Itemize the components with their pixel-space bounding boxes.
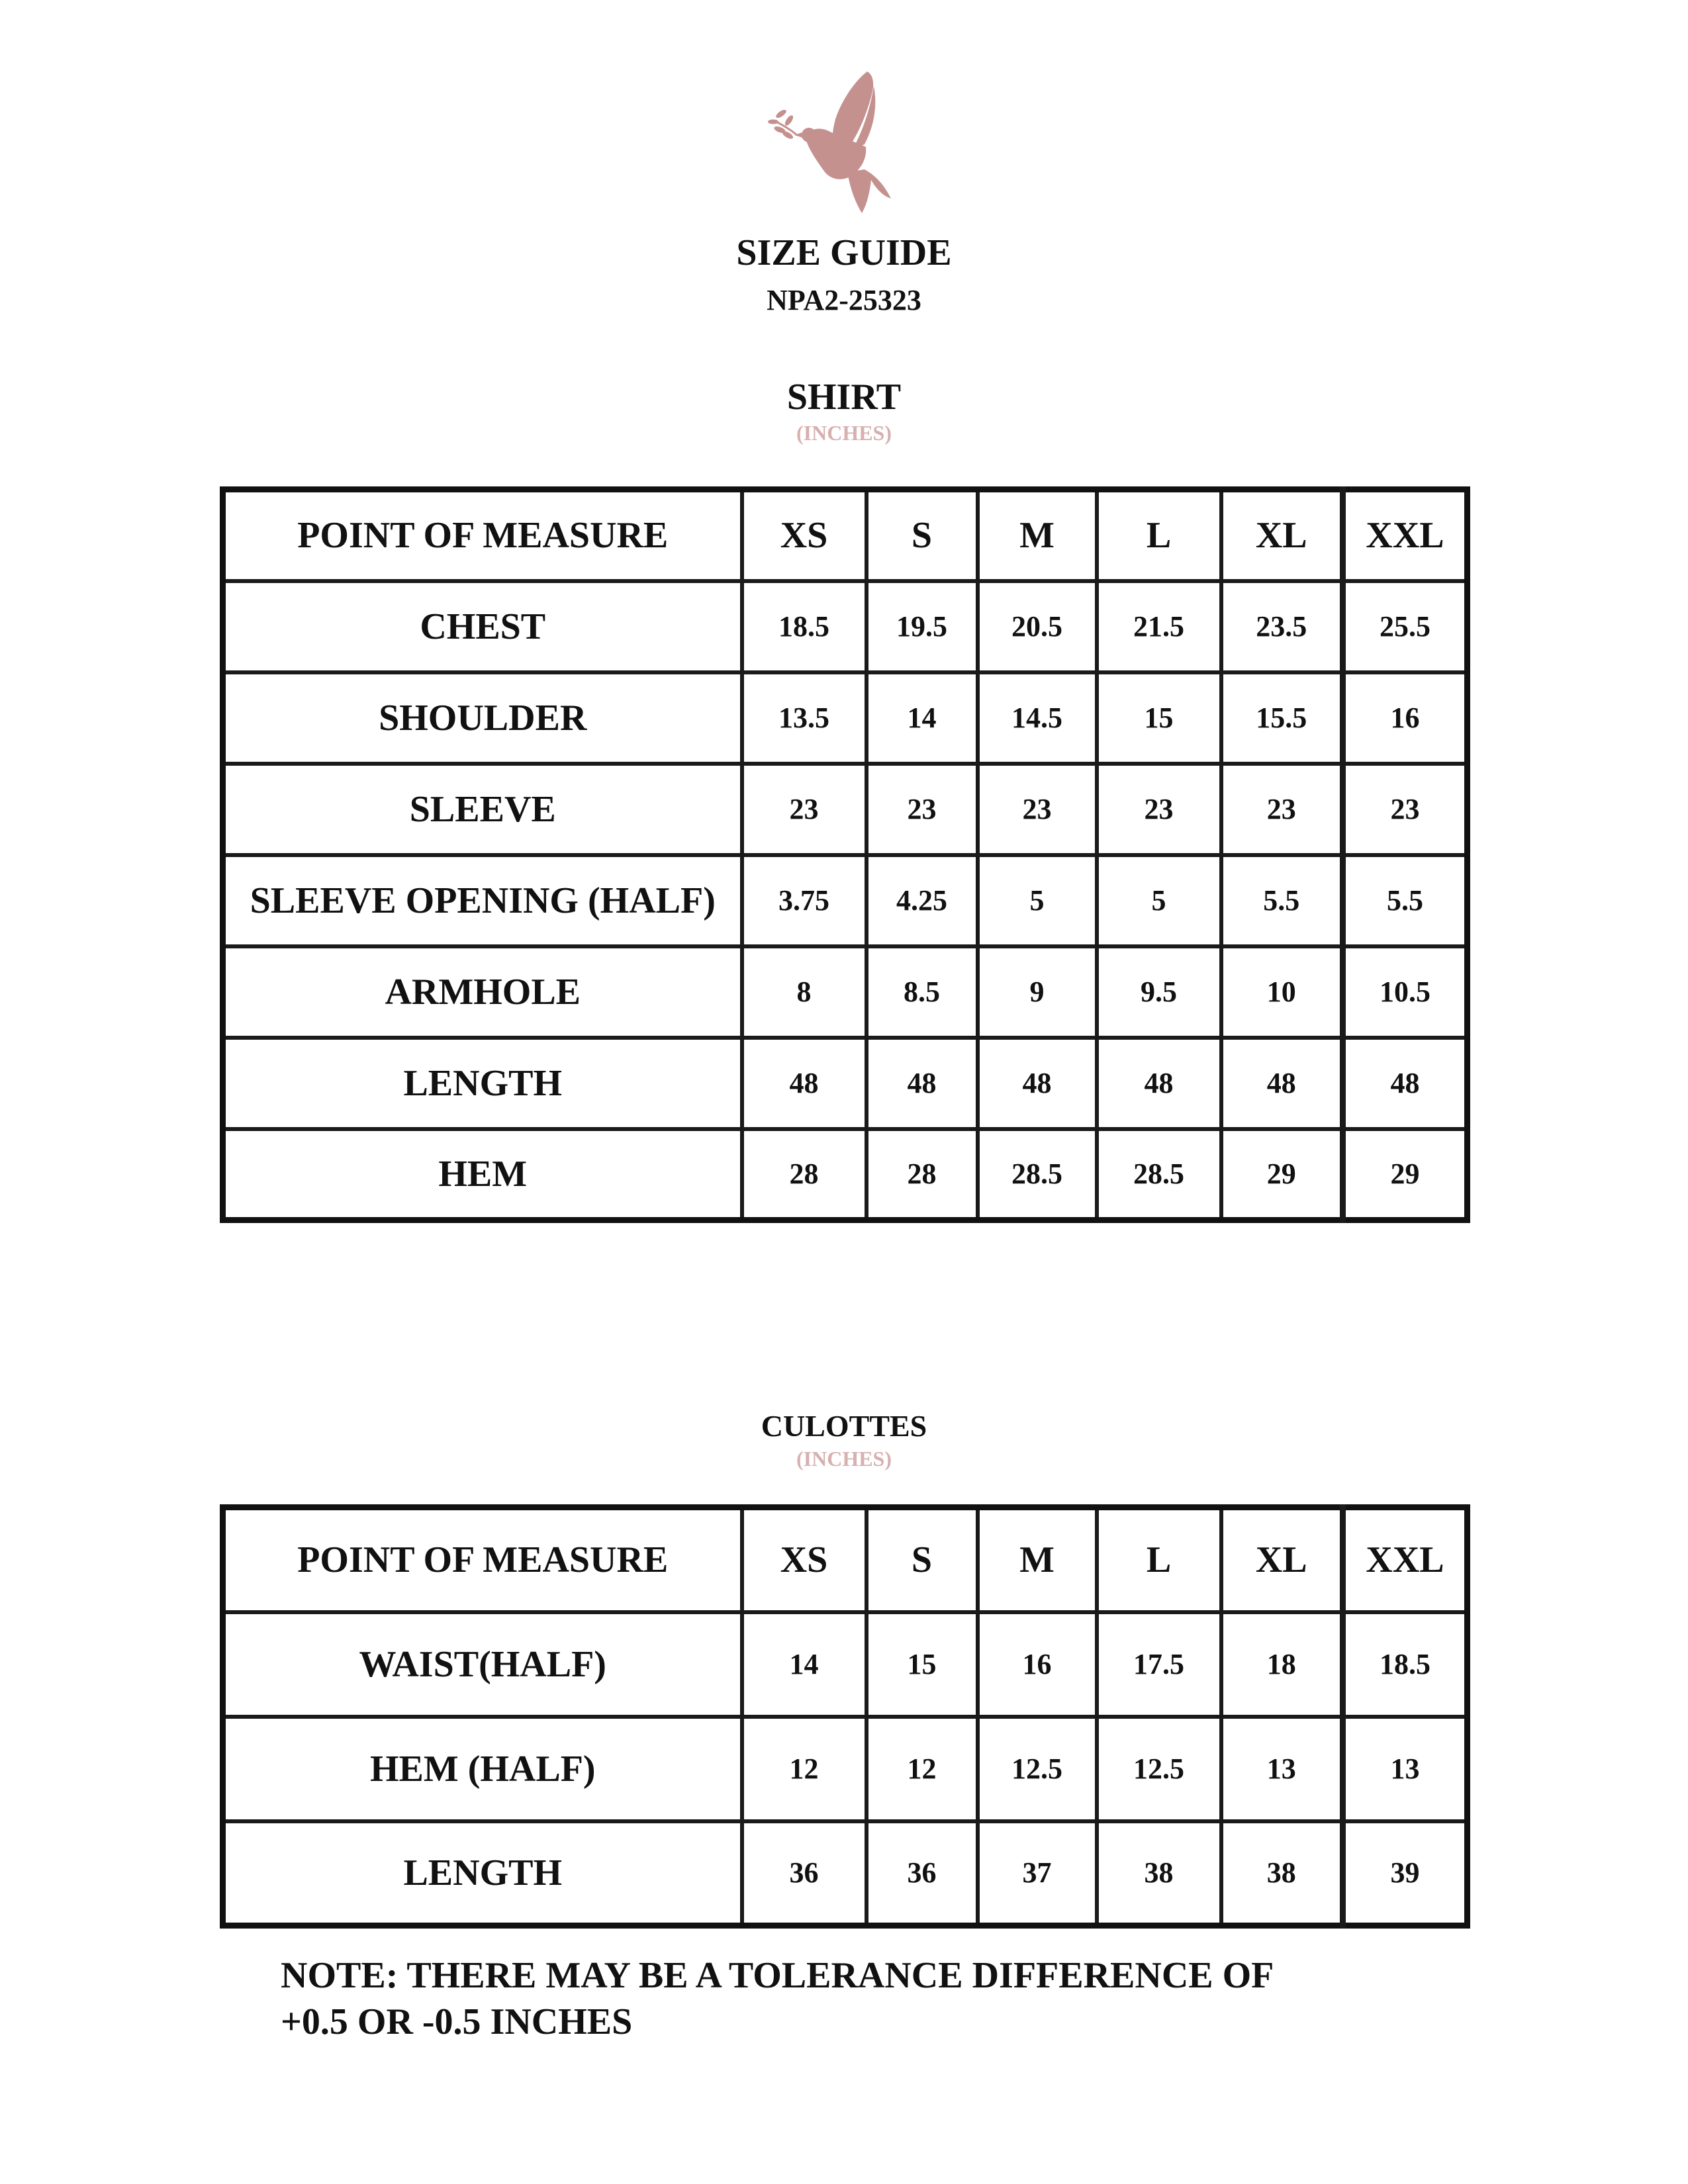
measure-value: 12.5 [1097,1717,1221,1821]
measure-value: 14 [867,672,978,764]
shirt-unit-label: (INCHES) [796,421,892,445]
measure-value: 48 [742,1038,867,1129]
measure-value: 29 [1221,1129,1343,1220]
table-row [223,1129,1468,1220]
table-header-row [223,490,1468,581]
measure-value: 28.5 [978,1129,1097,1220]
measure-value: 18.5 [742,581,867,672]
measure-value: 28.5 [1097,1129,1221,1220]
table-row [223,581,1468,672]
measure-label: WAIST(HALF) [223,1612,742,1717]
table-row [223,764,1468,855]
column-header: M [978,490,1097,581]
measure-value: 23 [1097,764,1221,855]
table-row [223,946,1468,1038]
product-code: NPA2-25323 [767,284,921,316]
measure-value: 38 [1097,1821,1221,1926]
measure-value: 48 [1097,1038,1221,1129]
column-header: XS [742,490,867,581]
measure-value: 14 [742,1612,867,1717]
measure-value: 38 [1221,1821,1343,1926]
measure-value: 48 [978,1038,1097,1129]
note-line: +0.5 OR -0.5 INCHES [281,2001,633,2042]
column-header: XXL [1343,1508,1468,1612]
column-header: S [867,490,978,581]
measure-value: 13 [1343,1717,1468,1821]
measure-value: 18 [1221,1612,1343,1717]
culottes-section-title: CULOTTES [761,1409,927,1443]
note-line: NOTE: THERE MAY BE A TOLERANCE DIFFERENCE OF [281,1955,1274,1996]
measure-value: 36 [742,1821,867,1926]
measure-value: 23 [1221,764,1343,855]
shirt-section-title: SHIRT [786,377,902,418]
measure-value: 8 [742,946,867,1038]
measure-value: 15 [1097,672,1221,764]
measure-value: 5 [1097,855,1221,946]
column-header: L [1097,490,1221,581]
measure-value: 10.5 [1343,946,1468,1038]
measure-value: 18.5 [1343,1612,1468,1717]
measure-value: 13 [1221,1717,1343,1821]
measure-value: 21.5 [1097,581,1221,672]
column-header: XL [1221,1508,1343,1612]
measure-value: 9 [978,946,1097,1038]
measure-value: 17.5 [1097,1612,1221,1717]
measure-value: 16 [978,1612,1097,1717]
measure-value: 12.5 [978,1717,1097,1821]
measure-value: 12 [867,1717,978,1821]
page-title: SIZE GUIDE [736,232,952,273]
measure-value: 23 [867,764,978,855]
measure-value: 5 [978,855,1097,946]
measure-label: SHOULDER [223,672,742,764]
column-header: XS [742,1508,867,1612]
measure-value: 29 [1343,1129,1468,1220]
column-header: S [867,1508,978,1612]
table-row [223,1821,1468,1926]
table-header-row [223,1508,1468,1612]
measure-value: 36 [867,1821,978,1926]
measure-value: 23 [742,764,867,855]
measure-value: 15.5 [1221,672,1343,764]
measure-value: 10 [1221,946,1343,1038]
measure-value: 23 [1343,764,1468,855]
measure-value: 13.5 [742,672,867,764]
measure-label: LENGTH [223,1821,742,1926]
measure-value: 14.5 [978,672,1097,764]
measure-value: 48 [1343,1038,1468,1129]
measure-label: SLEEVE OPENING (HALF) [223,855,742,946]
measure-value: 5.5 [1343,855,1468,946]
column-header: POINT OF MEASURE [223,490,742,581]
measure-value: 9.5 [1097,946,1221,1038]
column-header: XL [1221,490,1343,581]
measure-value: 28 [742,1129,867,1220]
measure-value: 20.5 [978,581,1097,672]
measure-value: 39 [1343,1821,1468,1926]
measure-label: ARMHOLE [223,946,742,1038]
dove-with-olive-branch-icon [768,66,900,218]
measure-label: HEM [223,1129,742,1220]
measure-value: 16 [1343,672,1468,764]
culottes-size-table [220,1504,1470,1929]
measure-value: 3.75 [742,855,867,946]
measure-value: 48 [1221,1038,1343,1129]
measure-label: HEM (HALF) [223,1717,742,1821]
measure-label: SLEEVE [223,764,742,855]
table-row [223,1717,1468,1821]
measure-value: 28 [867,1129,978,1220]
table-row [223,1038,1468,1129]
table-row [223,855,1468,946]
measure-value: 23.5 [1221,581,1343,672]
measure-value: 48 [867,1038,978,1129]
column-header: POINT OF MEASURE [223,1508,742,1612]
measure-value: 37 [978,1821,1097,1926]
tolerance-note [281,1952,1472,2045]
measure-value: 4.25 [867,855,978,946]
column-header: L [1097,1508,1221,1612]
table-row [223,672,1468,764]
measure-value: 5.5 [1221,855,1343,946]
measure-value: 19.5 [867,581,978,672]
measure-value: 23 [978,764,1097,855]
measure-label: CHEST [223,581,742,672]
measure-value: 25.5 [1343,581,1468,672]
column-header: M [978,1508,1097,1612]
culottes-unit-label: (INCHES) [796,1447,892,1471]
column-header: XXL [1343,490,1468,581]
table-row [223,1612,1468,1717]
measure-value: 15 [867,1612,978,1717]
measure-value: 8.5 [867,946,978,1038]
measure-value: 12 [742,1717,867,1821]
measure-label: LENGTH [223,1038,742,1129]
shirt-size-table [220,486,1470,1223]
